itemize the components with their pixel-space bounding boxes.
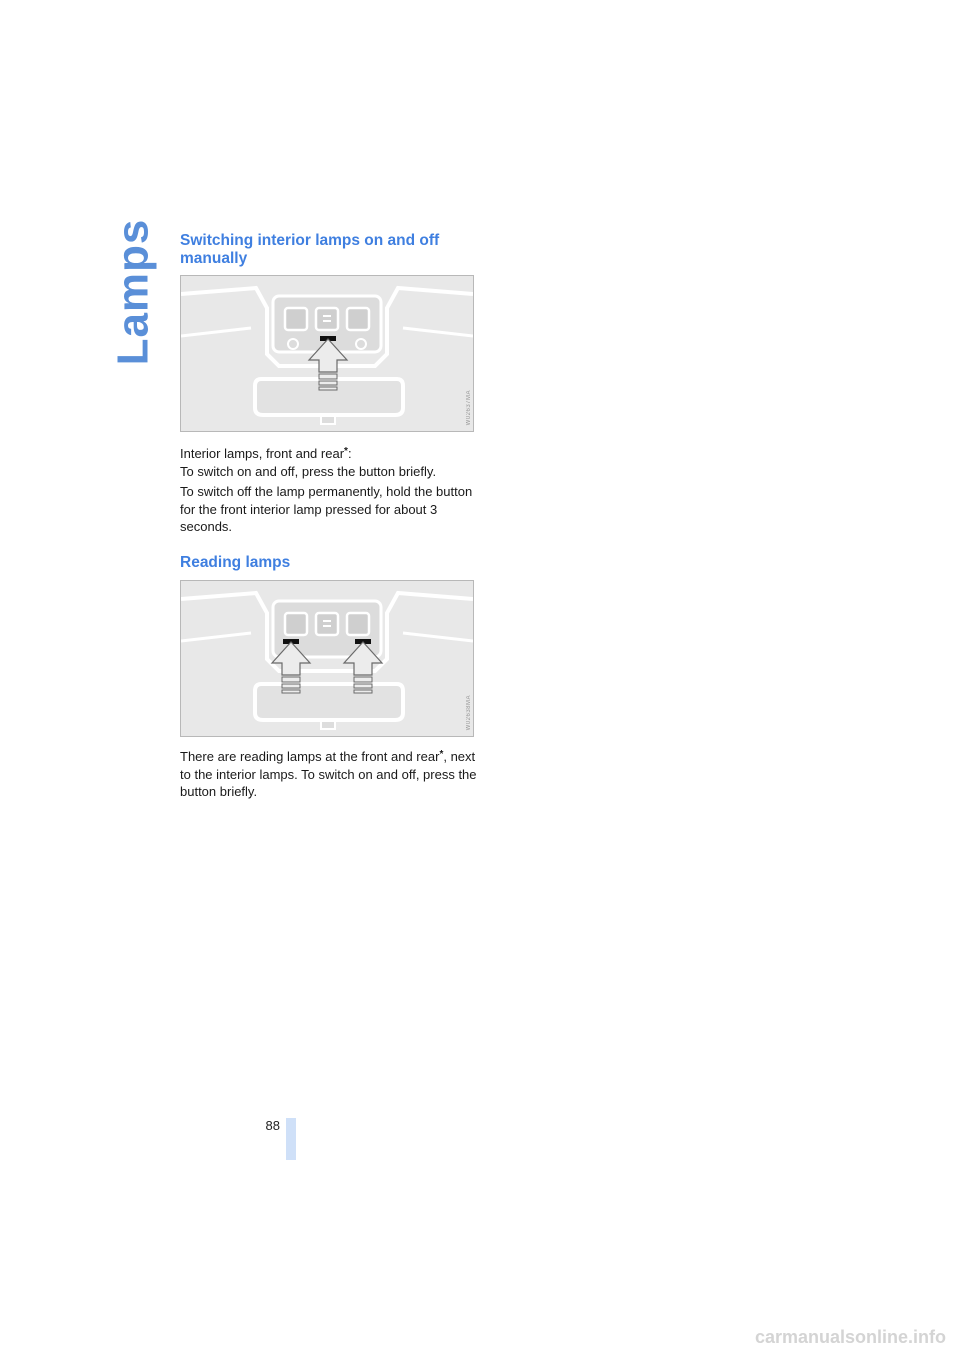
paragraph-text: Interior lamps, front and rear — [180, 446, 345, 461]
chapter-title-text: Lamps — [108, 218, 158, 366]
optional-equipment-star: * — [344, 446, 348, 457]
page-number: 88 — [265, 1118, 280, 1133]
optional-equipment-star: * — [439, 749, 444, 760]
paragraph-interior-lamps-switch — [180, 443, 480, 480]
figure-code: W02637MA — [466, 389, 472, 425]
paragraph-reading-lamps — [180, 746, 480, 801]
paragraph-switch-off-permanently: To switch off the lamp permanently, hold the button for the front interior lamp pressed for about 3 seconds. — [180, 484, 473, 534]
reading-lamps-illustration — [180, 580, 474, 737]
paragraph-text: There are reading lamps at the front and rear — [180, 749, 440, 764]
interior-lamps-illustration — [180, 275, 474, 432]
figure-code: W02638MA — [466, 694, 472, 730]
paragraph-text: : — [347, 446, 352, 461]
page-marker-bar — [286, 1118, 296, 1160]
paragraph-text: To switch on and off, press the button briefly. — [180, 463, 437, 479]
paragraph-text: , next to the interior lamps. To switch on and off, press the button briefly. — [180, 749, 477, 799]
watermark: carmanualsonline.info — [754, 1327, 946, 1347]
section-heading-interior-lamps: Switching interior lamps on and off manually — [180, 232, 440, 267]
section-heading-reading-lamps: Reading lamps — [180, 554, 291, 571]
chapter-title — [108, 218, 158, 366]
